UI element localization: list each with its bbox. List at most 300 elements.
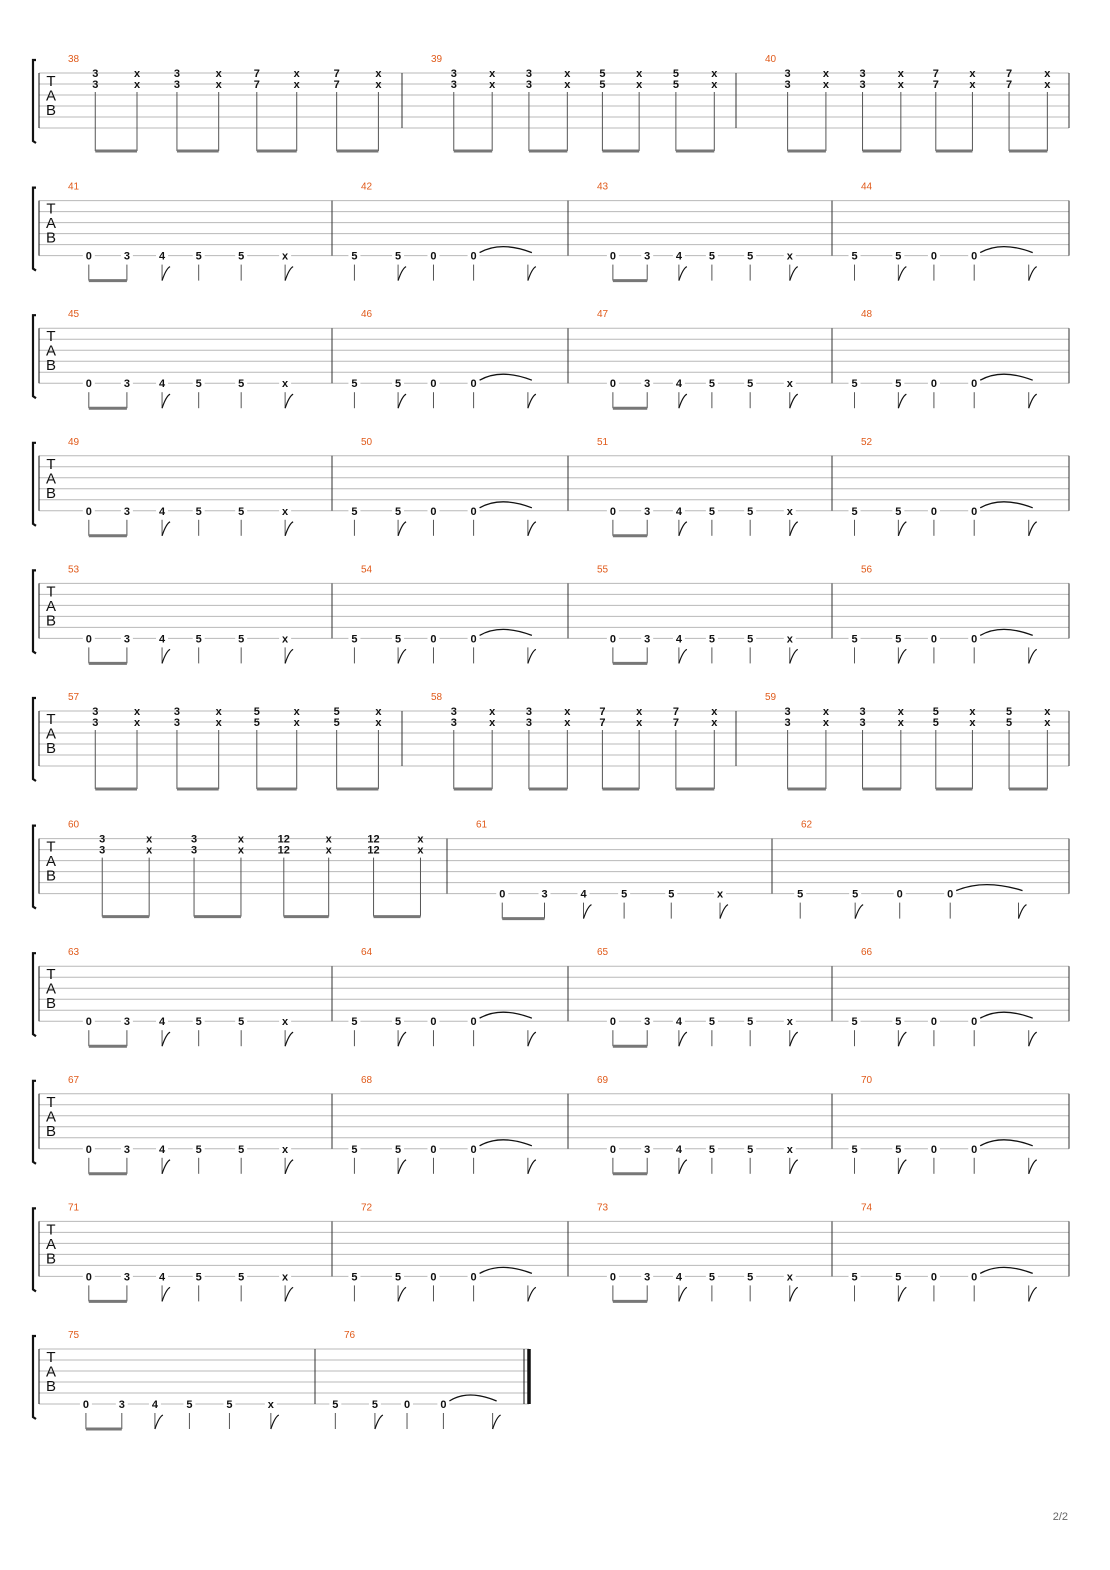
fret-number: 3 [644, 1271, 651, 1284]
note-flag [398, 1160, 406, 1174]
fret-number: 3 [123, 1271, 130, 1284]
fret-number: 3 [92, 717, 99, 729]
fret-number: 0 [930, 1271, 937, 1284]
fret-number: 0 [609, 505, 616, 518]
fret-number: x [267, 1399, 274, 1411]
fret-number: 3 [784, 68, 791, 80]
fret-number: x [636, 717, 643, 729]
tie-arc [480, 247, 532, 253]
fret-number: 0 [896, 888, 903, 901]
measure-number: 62 [801, 819, 813, 831]
fret-number: x [146, 844, 153, 857]
fret-number: 0 [930, 633, 937, 646]
fret-number: 3 [644, 1143, 651, 1156]
fret-number: x [711, 68, 718, 80]
fret-number: 3 [123, 378, 130, 391]
fret-number: 3 [123, 505, 130, 518]
fret-number: 0 [470, 1143, 477, 1156]
fret-number: 5 [747, 1143, 754, 1156]
note-flag [1029, 649, 1037, 663]
fret-number: 7 [932, 79, 939, 91]
fret-number: 5 [395, 505, 402, 518]
fret-number: x [325, 844, 332, 857]
fret-number: 0 [609, 633, 616, 646]
note-flag [285, 1287, 293, 1301]
fret-number: x [564, 79, 571, 91]
measure-number: 76 [344, 1330, 356, 1341]
fret-number: 0 [609, 1016, 616, 1029]
fret-number: x [133, 717, 141, 729]
fret-number: 5 [395, 1271, 402, 1284]
fret-number: 5 [747, 1271, 754, 1284]
fret-number: 3 [123, 1143, 130, 1156]
fret-number: x [146, 833, 153, 846]
tab-system [33, 692, 1069, 789]
fret-number: 7 [253, 68, 260, 80]
fret-number: 5 [708, 505, 715, 518]
fret-number: 0 [85, 378, 92, 391]
tie-arc [980, 629, 1033, 635]
fret-number: 5 [195, 378, 202, 391]
fret-number: 5 [895, 633, 902, 646]
tab-system [33, 947, 1069, 1046]
fret-number: 5 [226, 1399, 233, 1411]
fret-number: 3 [784, 79, 791, 91]
fret-number: 3 [450, 79, 457, 91]
fret-number: 5 [851, 1271, 858, 1284]
fret-number: 3 [450, 717, 457, 729]
fret-number: x [564, 68, 571, 80]
tab-system [33, 1330, 529, 1429]
tie-arc [980, 247, 1033, 253]
note-flag [285, 1160, 293, 1174]
tie-arc [956, 885, 1022, 891]
note-flag [898, 1032, 906, 1046]
tab-clef-letter: T [46, 1093, 56, 1111]
fret-number: 5 [332, 1399, 339, 1411]
fret-number: x [293, 79, 300, 91]
fret-number: 3 [92, 79, 99, 91]
note-flag [285, 1032, 293, 1046]
fret-number: x [215, 706, 222, 718]
fret-number: 4 [675, 505, 682, 518]
fret-number: x [969, 717, 976, 729]
note-flag [162, 394, 170, 408]
tab-clef-letter: T [46, 838, 56, 856]
tab-clef-letter: T [46, 966, 56, 984]
measure-number: 40 [765, 54, 777, 65]
tab-clef-letter: A [45, 1235, 57, 1253]
fret-number: x [636, 79, 643, 91]
note-flag [679, 1160, 687, 1174]
fret-number: 3 [525, 717, 532, 729]
fret-number: 5 [708, 633, 715, 646]
note-flag [898, 394, 906, 408]
fret-number: 0 [82, 1399, 89, 1411]
fret-number: x [564, 717, 571, 729]
fret-number: 0 [470, 633, 477, 646]
fret-number: x [489, 717, 496, 729]
fret-number: 3 [644, 378, 651, 391]
fret-number: x [282, 1016, 289, 1029]
fret-number: 3 [190, 833, 198, 846]
note-flag [155, 1415, 163, 1429]
fret-number: 5 [395, 1016, 402, 1029]
measure-number: 67 [68, 1074, 80, 1086]
note-flag [790, 649, 798, 663]
fret-number: 5 [395, 1143, 402, 1156]
measure-number: 74 [861, 1202, 873, 1214]
note-flag [528, 1287, 536, 1301]
fret-number: x [969, 79, 976, 91]
fret-number: 5 [851, 505, 858, 518]
measure-number: 63 [68, 947, 80, 959]
fret-number: x [215, 79, 222, 91]
note-flag [528, 649, 536, 663]
measure-number: 69 [597, 1074, 609, 1086]
fret-number: x [375, 706, 382, 718]
fret-number: 3 [118, 1399, 125, 1411]
fret-number: x [822, 68, 829, 80]
fret-number: x [489, 706, 496, 718]
fret-number: x [282, 378, 289, 391]
fret-number: x [822, 717, 829, 729]
tab-clef-letter: A [45, 215, 57, 233]
system-bracket [33, 1081, 36, 1164]
fret-number: 0 [930, 505, 937, 518]
fret-number: x [133, 68, 141, 80]
fret-number: x [786, 633, 793, 646]
fret-number: 3 [644, 250, 651, 263]
tab-clef-letter: T [46, 711, 56, 728]
tab-clef-letter: A [45, 725, 57, 743]
measure-number: 75 [68, 1330, 80, 1341]
tab-clef-letter: T [46, 328, 56, 346]
note-flag [398, 522, 406, 536]
tab-clef-letter: B [45, 357, 57, 375]
fret-number: 0 [470, 378, 477, 391]
fret-number: 0 [971, 1016, 978, 1029]
fret-number: 0 [85, 505, 92, 518]
fret-number: 7 [333, 79, 340, 91]
fret-number: 3 [190, 844, 198, 857]
fret-number: 5 [895, 250, 902, 263]
fret-number: 0 [470, 1016, 477, 1029]
tab-clef-letter: B [45, 995, 57, 1013]
fret-number: 4 [158, 250, 166, 263]
fret-number: 5 [195, 505, 202, 518]
tab-system [33, 1075, 1069, 1174]
fret-number: 3 [859, 706, 866, 718]
tie-arc [980, 1012, 1033, 1018]
fret-number: x [293, 706, 300, 718]
note-flag [398, 1287, 406, 1301]
fret-number: 5 [195, 1143, 202, 1156]
fret-number: 3 [99, 833, 106, 846]
fret-number: 4 [675, 633, 682, 646]
fret-number: 5 [1005, 706, 1013, 718]
fret-number: 3 [173, 706, 181, 718]
note-flag [285, 394, 293, 408]
measure-number: 54 [361, 564, 373, 576]
tab-clef-letter: B [45, 740, 57, 757]
fret-number: 0 [930, 250, 937, 263]
fret-number: 0 [971, 1271, 978, 1284]
system-bracket [33, 1336, 36, 1419]
note-flag [1029, 522, 1037, 536]
tab-clef-letter: T [46, 1221, 56, 1239]
fret-number: 4 [151, 1399, 158, 1411]
fret-number: 5 [351, 250, 358, 263]
measure-number: 73 [597, 1202, 609, 1214]
fret-number: x [711, 79, 718, 91]
note-flag [162, 267, 170, 281]
fret-number: 7 [599, 706, 606, 718]
fret-number: 5 [851, 1143, 858, 1156]
note-flag [162, 1287, 170, 1301]
fret-number: 0 [85, 633, 92, 646]
fret-number: x [375, 68, 382, 80]
tie-arc [449, 1395, 496, 1401]
fret-number: 5 [195, 633, 202, 646]
fret-number: 7 [672, 717, 679, 729]
fret-number: x [711, 706, 718, 718]
fret-number: x [897, 68, 904, 80]
fret-number: 5 [333, 706, 340, 718]
fret-number: 5 [708, 1271, 715, 1284]
system-bracket [33, 60, 36, 143]
fret-number: 0 [971, 250, 978, 263]
fret-number: 0 [971, 633, 978, 646]
fret-number: x [215, 68, 222, 80]
fret-number: 5 [621, 888, 628, 901]
fret-number: x [786, 505, 793, 518]
fret-number: 5 [851, 1016, 858, 1029]
fret-number: 7 [1005, 79, 1013, 91]
fret-number: 3 [99, 844, 106, 857]
fret-number: 0 [430, 378, 437, 391]
note-flag [584, 905, 592, 919]
system-bracket [33, 315, 36, 398]
fret-number: x [897, 79, 904, 91]
note-flag [528, 267, 536, 281]
fret-number: x [786, 1271, 793, 1284]
note-flag [285, 649, 293, 663]
fret-number: 5 [851, 250, 858, 263]
fret-number: 0 [430, 505, 437, 518]
fret-number: 5 [895, 1271, 902, 1284]
tab-clef-letter: B [45, 102, 57, 119]
fret-number: 3 [859, 68, 866, 80]
measure-number: 47 [597, 309, 609, 321]
fret-number: 5 [747, 1016, 754, 1029]
fret-number: 4 [675, 1271, 682, 1284]
fret-number: x [489, 79, 496, 91]
tie-arc [980, 1267, 1033, 1273]
tab-system [33, 1202, 1069, 1301]
tab-clef-letter: B [45, 867, 57, 885]
tab-system [33, 309, 1069, 408]
note-flag [679, 1032, 687, 1046]
fret-number: 4 [158, 1016, 166, 1029]
fret-number: x [969, 68, 976, 80]
note-flag [679, 522, 687, 536]
fret-number: 0 [85, 1143, 92, 1156]
fret-number: 5 [238, 1271, 245, 1284]
fret-number: 5 [351, 378, 358, 391]
fret-number: x [786, 378, 793, 391]
fret-number: x [237, 833, 245, 846]
fret-number: 5 [351, 1271, 358, 1284]
fret-number: 7 [253, 79, 260, 91]
fret-number: 12 [277, 844, 290, 857]
fret-number: 5 [747, 633, 754, 646]
note-flag [493, 1415, 501, 1429]
fret-number: 3 [784, 706, 791, 718]
fret-number: 12 [367, 844, 380, 857]
fret-number: 5 [1005, 717, 1013, 729]
fret-number: x [969, 706, 976, 718]
fret-number: x [293, 717, 300, 729]
tab-clef-letter: B [45, 484, 57, 502]
fret-number: 3 [450, 706, 457, 718]
fret-number: 0 [971, 1143, 978, 1156]
measure-number: 53 [68, 564, 80, 576]
fret-number: 3 [644, 1016, 651, 1029]
measure-number: 38 [68, 54, 80, 65]
tab-system [33, 564, 1069, 663]
fret-number: x [237, 844, 245, 857]
note-flag [162, 1032, 170, 1046]
fret-number: x [711, 717, 718, 729]
measure-number: 71 [68, 1202, 80, 1214]
fret-number: 5 [333, 717, 340, 729]
fret-number: 3 [123, 1016, 130, 1029]
note-flag [898, 267, 906, 281]
tab-clef-letter: A [45, 470, 57, 488]
measure-number: 43 [597, 181, 609, 193]
fret-number: 4 [675, 378, 682, 391]
note-flag [285, 522, 293, 536]
tab-clef-letter: A [45, 597, 57, 615]
fret-number: 5 [238, 633, 245, 646]
measure-number: 45 [68, 309, 80, 321]
fret-number: 5 [195, 1016, 202, 1029]
fret-number: x [786, 250, 793, 263]
fret-number: x [1044, 68, 1051, 80]
system-bracket [33, 953, 36, 1036]
fret-number: 5 [238, 378, 245, 391]
fret-number: 4 [158, 378, 166, 391]
note-flag [271, 1415, 279, 1429]
measure-number: 52 [861, 436, 873, 448]
fret-number: 5 [238, 1143, 245, 1156]
tab-system [33, 820, 1069, 919]
fret-number: x [417, 833, 424, 846]
fret-number: 0 [609, 1271, 616, 1284]
fret-number: 3 [644, 633, 651, 646]
fret-number: 5 [395, 633, 402, 646]
tab-clef-letter: A [45, 980, 57, 998]
fret-number: 0 [930, 378, 937, 391]
note-flag [528, 1032, 536, 1046]
fret-number: x [636, 706, 643, 718]
fret-number: 0 [609, 378, 616, 391]
tie-arc [980, 1140, 1033, 1146]
system-bracket [33, 826, 36, 909]
note-flag [1029, 394, 1037, 408]
fret-number: 0 [971, 505, 978, 518]
fret-number: 7 [1005, 68, 1013, 80]
note-flag [375, 1415, 383, 1429]
fret-number: x [293, 68, 300, 80]
fret-number: 3 [173, 717, 181, 729]
fret-number: 0 [470, 505, 477, 518]
note-flag [790, 1032, 798, 1046]
tab-clef-letter: A [45, 342, 57, 360]
fret-number: 5 [895, 1016, 902, 1029]
fret-number: 0 [930, 1016, 937, 1029]
note-flag [790, 394, 798, 408]
fret-number: 5 [395, 378, 402, 391]
measure-number: 51 [597, 436, 609, 448]
fret-number: x [897, 706, 904, 718]
fret-number: 5 [672, 68, 679, 80]
fret-number: 0 [930, 1143, 937, 1156]
fret-number: x [1044, 717, 1051, 729]
fret-number: 3 [784, 717, 791, 729]
tie-arc [480, 1012, 532, 1018]
fret-number: x [282, 633, 289, 646]
note-flag [679, 649, 687, 663]
fret-number: 5 [599, 68, 606, 80]
fret-number: x [786, 1016, 793, 1029]
tab-clef-letter: B [45, 1378, 57, 1395]
note-flag [1029, 267, 1037, 281]
fret-number: 3 [644, 505, 651, 518]
tab-clef-letter: B [45, 1122, 57, 1140]
note-flag [398, 267, 406, 281]
fret-number: 5 [708, 250, 715, 263]
tab-clef-letter: B [45, 612, 57, 630]
fret-number: 0 [470, 1271, 477, 1284]
note-flag [1029, 1032, 1037, 1046]
fret-number: 5 [351, 1143, 358, 1156]
measure-number: 42 [361, 181, 373, 193]
fret-number: 3 [541, 888, 548, 901]
fret-number: x [897, 717, 904, 729]
fret-number: x [325, 833, 332, 846]
note-flag [790, 522, 798, 536]
measure-number: 57 [68, 692, 80, 703]
fret-number: 5 [895, 1143, 902, 1156]
measure-number: 39 [431, 54, 443, 65]
fret-number: 4 [158, 633, 166, 646]
fret-number: 5 [851, 378, 858, 391]
note-flag [162, 1160, 170, 1174]
note-flag [162, 649, 170, 663]
tab-clef-letter: T [46, 73, 56, 90]
measure-number: 65 [597, 947, 609, 959]
fret-number: 0 [440, 1399, 447, 1411]
fret-number: 5 [708, 378, 715, 391]
fret-number: 5 [351, 505, 358, 518]
fret-number: x [786, 1143, 793, 1156]
tab-clef-letter: T [46, 200, 56, 218]
tie-arc [980, 374, 1033, 380]
measure-number: 58 [431, 692, 443, 703]
fret-number: 5 [895, 505, 902, 518]
